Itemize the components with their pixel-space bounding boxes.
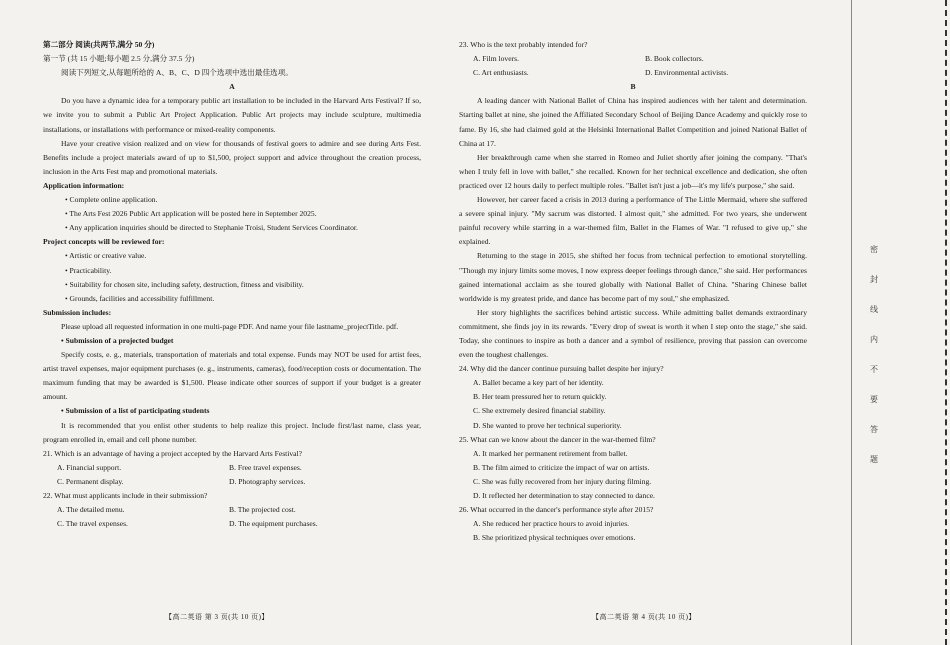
question-22: 22. What must applicants include in their submission? [43, 491, 208, 500]
page-footer-right: 【高二英语 第 4 页(共 10 页)】 [592, 613, 696, 621]
question-23-options [459, 52, 807, 66]
question-26: 26. What occurred in the dancer's performance style after 2015? [459, 505, 654, 515]
subsection-header: 第一节 (共 15 小题;每小题 2.5 分,满分 37.5 分) [43, 54, 195, 64]
option: A. Film lovers. [473, 54, 519, 64]
page-footer-left: 【高二英语 第 3 页(共 10 页)】 [165, 613, 269, 621]
option: A. The detailed menu. [57, 505, 125, 515]
budget-heading: • Submission of a projected budget [61, 335, 174, 345]
option: D. Photography services. [229, 476, 306, 486]
binding-margin [838, 0, 950, 645]
option: B. Her team pressured her to return quickly. [473, 392, 607, 402]
option: C. She extremely desired financial stability. [473, 406, 606, 416]
passage-b-paragraph-1: A leading dancer with National Ballet of China has inspired audiences with her talent and determination. Starting ballet at nine, she joined the Affiliated Secondary School of Beijing Dance Academy and quickly rose to fame. By 16, she had claimed gold at the Helsinki International Ballet Competition and joined National Ballet of China at 17. [459, 96, 807, 148]
option: B. Free travel expenses. [229, 462, 302, 472]
passage-b-paragraph-5: Her story highlights the sacrifices behind artistic success. While admitting ballet demands extraordinary commitment, she finds joy in its rewards. "Every drop of sweat is worth it when I step onto the stage," she said. Today, she continues to inspire as both a dancer and a symbol of resilience, proving that passion can overcome even the toughest challenges. [459, 307, 807, 360]
list-item: • Artistic or creative value. [65, 251, 147, 261]
section-header: 第二部分 阅读(共两节,满分 50 分) [43, 40, 155, 49]
option: D. Environmental activists. [645, 68, 729, 78]
option: A. Financial support. [57, 462, 122, 472]
question-22-options [43, 517, 421, 531]
question-24: 24. Why did the dancer continue pursuing ballet despite her injury? [459, 364, 664, 374]
submission-heading: Submission includes: [43, 307, 112, 317]
question-23: 23. Who is the text probably intended for? [459, 40, 588, 49]
question-21-options [43, 475, 421, 489]
passage-b-paragraph-2: Her breakthrough came when she starred in Romeo and Juliet shortly after joining the company. "That's when I truly fell in love with ballet," she recalled. Known for her technical excellence and dedication, she often practiced over 12 hours daily to perfect multiple roles. "Ballet isn't just a job—it's my life's purpose," she said. [459, 152, 807, 190]
option: A. She reduced her practice hours to avoid injuries. [473, 519, 630, 529]
left-column [43, 38, 421, 531]
list-item: • Suitability for chosen site, including safety, destruction, fitness and visibility. [65, 279, 304, 289]
option: B. The projected cost. [229, 505, 296, 515]
option: A. It marked her permanent retirement from ballet. [473, 448, 628, 458]
list-item: • Any application inquiries should be directed to Stephanie Troisi, Student Services Coordinator. [65, 223, 358, 233]
passage-label-a: A [229, 82, 235, 92]
cut-line [945, 0, 947, 645]
passage-b-paragraph-3: However, her career faced a crisis in 2013 during a performance of The Little Mermaid, where she suffered a severe spinal injury. "My sacrum was distorted. I almost quit," she admitted. For two years, she underwent painful recovery while starring in a war-themed film, Ballet in the Flames of War. "I refused to give up," she explained. [459, 195, 807, 247]
students-text: It is recommended that you enlist other students to help realize this project. Include first/last name, class year, program enrolled in, email and cell phone number. [43, 420, 421, 444]
application-info-heading: Application information: [43, 180, 125, 190]
list-item: • Practicability. [65, 265, 112, 275]
passage-label-b: B [630, 82, 636, 92]
instruction: 阅读下列短文,从每题所给的 A、B、C、D 四个选项中选出最佳选项。 [61, 68, 293, 78]
margin-line [851, 0, 852, 645]
option: B. The film aimed to criticize the impact of war on artists. [473, 462, 650, 472]
right-column [459, 38, 807, 545]
passage-b-paragraph-4: Returning to the stage in 2015, she shifted her focus from technical perfection to emotional storytelling. "Though my injury limits some moves, I now express deeper feelings through dance," she said. Her performances gained international acclaim as she toured globally with National Ballet of China. "Sharing Chinese ballet worldwide is my greatest pride, and dance has become part of my soul," she emphasized. [459, 251, 807, 303]
question-23-options [459, 66, 807, 80]
option: C. The travel expenses. [57, 519, 128, 529]
students-heading: • Submission of a list of participating students [61, 406, 210, 416]
question-21-options [43, 461, 421, 475]
option: D. The equipment purchases. [229, 519, 318, 529]
option: D. She wanted to prove her technical superiority. [473, 420, 622, 430]
option: B. She prioritized physical techniques over emotions. [473, 533, 636, 543]
option: B. Book collectors. [645, 54, 704, 64]
question-22-options [43, 503, 421, 517]
budget-text: Specify costs, e. g., materials, transportation of materials and total expense. Funds may NOT be used for artist fees, artist travel expenses, major equipment purchases (e. g., instruments, cameras), food/reception costs or documentation. The maximum funding that may be awarded is $1,500. Please indicate other sources of support if your budget is a greater amount. [43, 350, 421, 402]
concepts-heading: Project concepts will be reviewed for: [43, 237, 165, 247]
seal-line-notice: 密封线内不要答题 [870, 245, 878, 464]
option: D. It reflected her determination to stay connected to dance. [473, 491, 655, 500]
passage-a-paragraph-2: Have your creative vision realized and on view for thousands of festival goers to admire and see during Arts Fest. Benefits include a project materials award of up to $1,500, project support and advice throughout the creation process, inclusion in the Arts Fest map and promotional materials. [43, 138, 421, 176]
option: C. Permanent display. [57, 476, 124, 486]
list-item: • Complete online application. [65, 195, 158, 205]
list-item: • The Arts Fest 2026 Public Art application will be posted here in September 2025. [65, 209, 317, 219]
option: C. She was fully recovered from her injury during filming. [473, 476, 652, 486]
option: C. Art enthusiasts. [473, 68, 529, 78]
question-21: 21. Which is an advantage of having a project accepted by the Harvard Arts Festival? [43, 448, 303, 458]
question-25: 25. What can we know about the dancer in the war-themed film? [459, 434, 656, 444]
option: A. Ballet became a key part of her identity. [473, 378, 604, 388]
submission-text: Please upload all requested information in one multi-page PDF. And name your file lastname_projectTitle. pdf. [61, 321, 399, 331]
list-item: • Grounds, facilities and accessibility fulfillment. [65, 293, 215, 303]
passage-a-paragraph-1: Do you have a dynamic idea for a temporary public art installation to be included in the Harvard Arts Festival? If so, we invite you to submit a Public Art Project Application. Public Art projects may include sculpture, multimedia installations, or installations with performance or mixed-reality components. [43, 96, 421, 134]
